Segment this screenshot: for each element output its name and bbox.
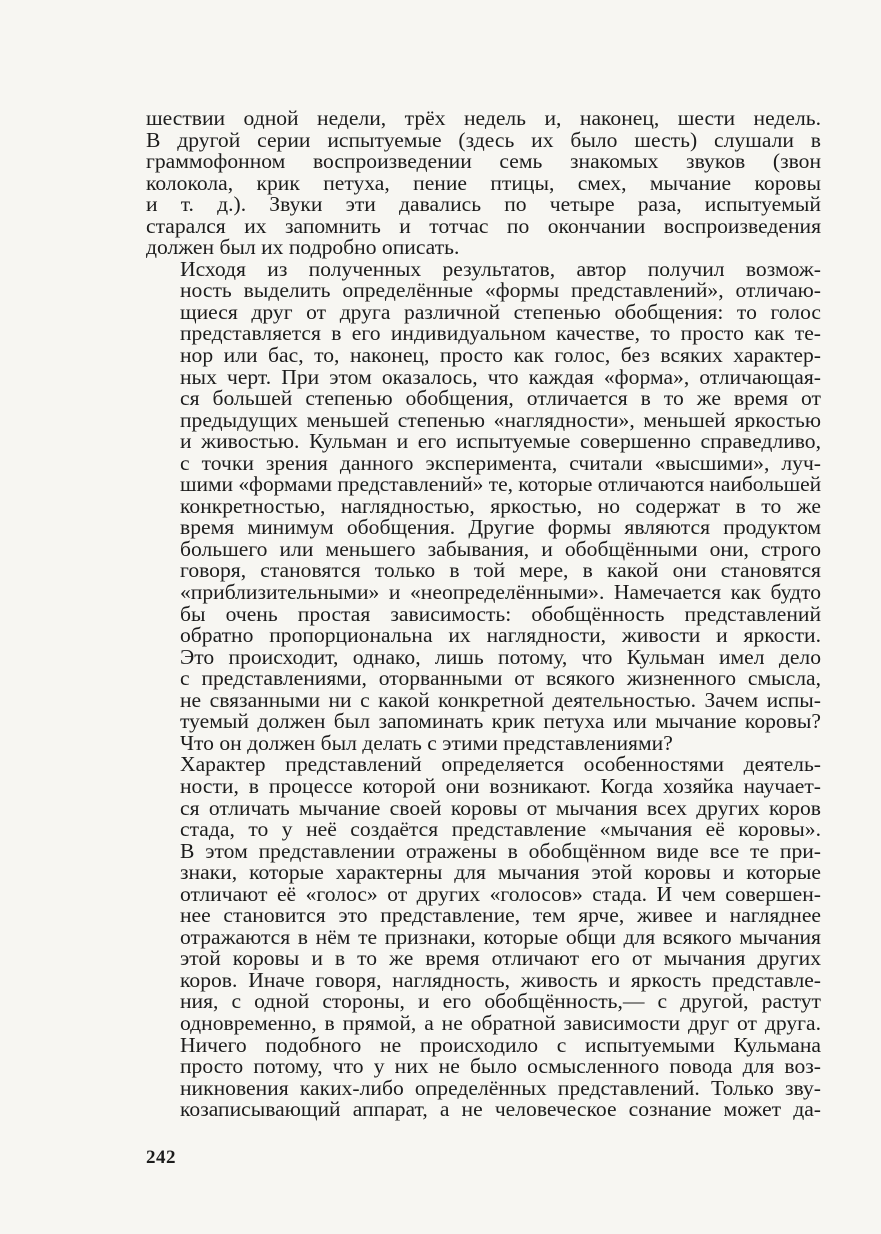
text-line: бы очень простая зависимость: обобщённость представлений [180,601,821,626]
page-body [146,108,821,1121]
text-line: Что он должен был делать с этими представлениями? [180,730,673,755]
text-line: отражаются в нём те признаки, которые общи для всякого мычания [180,924,821,949]
text-line: одновременно, в прямой, а не обратной зависимости друг от друга. [180,1010,821,1035]
text-line: просто потому, что у них не было осмысленного повода для воз- [180,1054,821,1079]
text-line: Это происходит, однако, лишь потому, что Кульман имел дело [180,644,821,669]
text-line: и т. д.). Звуки эти давались по четыре раза, испытуемый [146,192,821,217]
text-line: стада, то у неё создаётся представление «мычания её коровы». [180,817,821,842]
text-line: Характер представлений определяется особенностями деятель- [180,752,821,777]
text-line: ся большей степенью обобщения, отличается в то же время от [180,386,821,411]
text-line: ных черт. При этом оказалось, что каждая «форма», отличающая- [180,364,821,389]
text-line: с точки зрения данного эксперимента, считали «высшими», луч- [180,450,821,475]
text-line: козаписывающий аппарат, а не человеческое сознание может да- [180,1097,821,1122]
text-line: конкретностью, наглядностью, яркостью, но содержат в то же [180,493,821,518]
text-line: представляется в его индивидуальном качестве, то просто как те- [180,321,821,346]
text-line: отличают её «голос» от других «голосов» стада. И чем совершен- [180,881,821,906]
text-line: знаки, которые характерны для мычания этой коровы и которые [180,860,821,885]
page-number: 242 [146,1147,176,1168]
text-line: граммофонном воспроизведении семь знакомых звуков (звон [146,149,821,174]
text-line: туемый должен был запоминать крик петуха или мычание коровы? [180,709,821,734]
text-line: и живостью. Кульман и его испытуемые совершенно справедливо, [180,429,821,454]
text-line: коров. Иначе говоря, наглядность, живость и яркость представле- [180,967,821,992]
text-line: «приблизительными» и «неопределёнными». Намечается как будто [180,580,821,605]
text-line: нор или бас, то, наконец, просто как голос, без всяких характер- [180,343,821,368]
text-line: щиеся друг от друга различной степенью обобщения: то голос [180,299,821,324]
text-line: колокола, крик петуха, пение птицы, смех, мычание коровы [146,170,821,195]
paragraph-3 [146,754,821,1120]
text-line: шими «формами представлений» те, которые отличаются наибольшей [180,472,822,497]
text-line: обратно пропорциональна их наглядности, живости и яркости. [180,623,821,648]
text-line: не связанными ни с какой конкретной деятельностью. Зачем испы- [180,687,821,712]
text-line: ния, с одной стороны, и его обобщённость,— с другой, растут [180,989,821,1014]
text-line: с представлениями, оторванными от всякого жизненного смысла, [180,666,821,691]
text-line: никновения каких-либо определённых представлений. Только зву- [180,1075,821,1100]
text-line: время минимум обобщения. Другие формы являются продуктом [180,515,821,540]
paragraph-2 [146,256,822,755]
text-line: шествии одной недели, трёх недель и, наконец, шести недель. [146,106,821,130]
text-line: ность выделить определённые «формы представлений», отличаю- [180,278,821,303]
text-line: нее становится это представление, тем ярче, живее и нагляднее [180,903,821,928]
text-line: предыдущих меньшей степенью «наглядности», меньшей яркостью [180,407,821,432]
text-line: Ничего подобного не происходило с испытуемыми Кульмана [180,1032,821,1057]
text-line: большего или меньшего забывания, и обобщёнными они, строго [180,536,821,561]
text-line: старался их запомнить и тотчас по окончании воспроизведения [146,213,821,238]
text-line: этой коровы и в то же время отличают его от мычания других [180,946,821,971]
text-line: должен был их подробно описать. [146,235,460,260]
paragraph-1 [146,108,821,259]
text-line: В этом представлении отражены в обобщённом виде все те при- [180,838,821,863]
text-line: говоря, становятся только в той мере, в какой они становятся [180,558,821,583]
text-line: ности, в процессе которой они возникают. Когда хозяйка научает- [180,773,821,798]
text-line: Исходя из полученных результатов, автор получил возмож- [180,256,821,281]
text-line: В другой серии испытуемые (здесь их было шесть) слушали в [146,127,821,152]
text-line: ся отличать мычание своей коровы от мычания всех других коров [180,795,821,820]
